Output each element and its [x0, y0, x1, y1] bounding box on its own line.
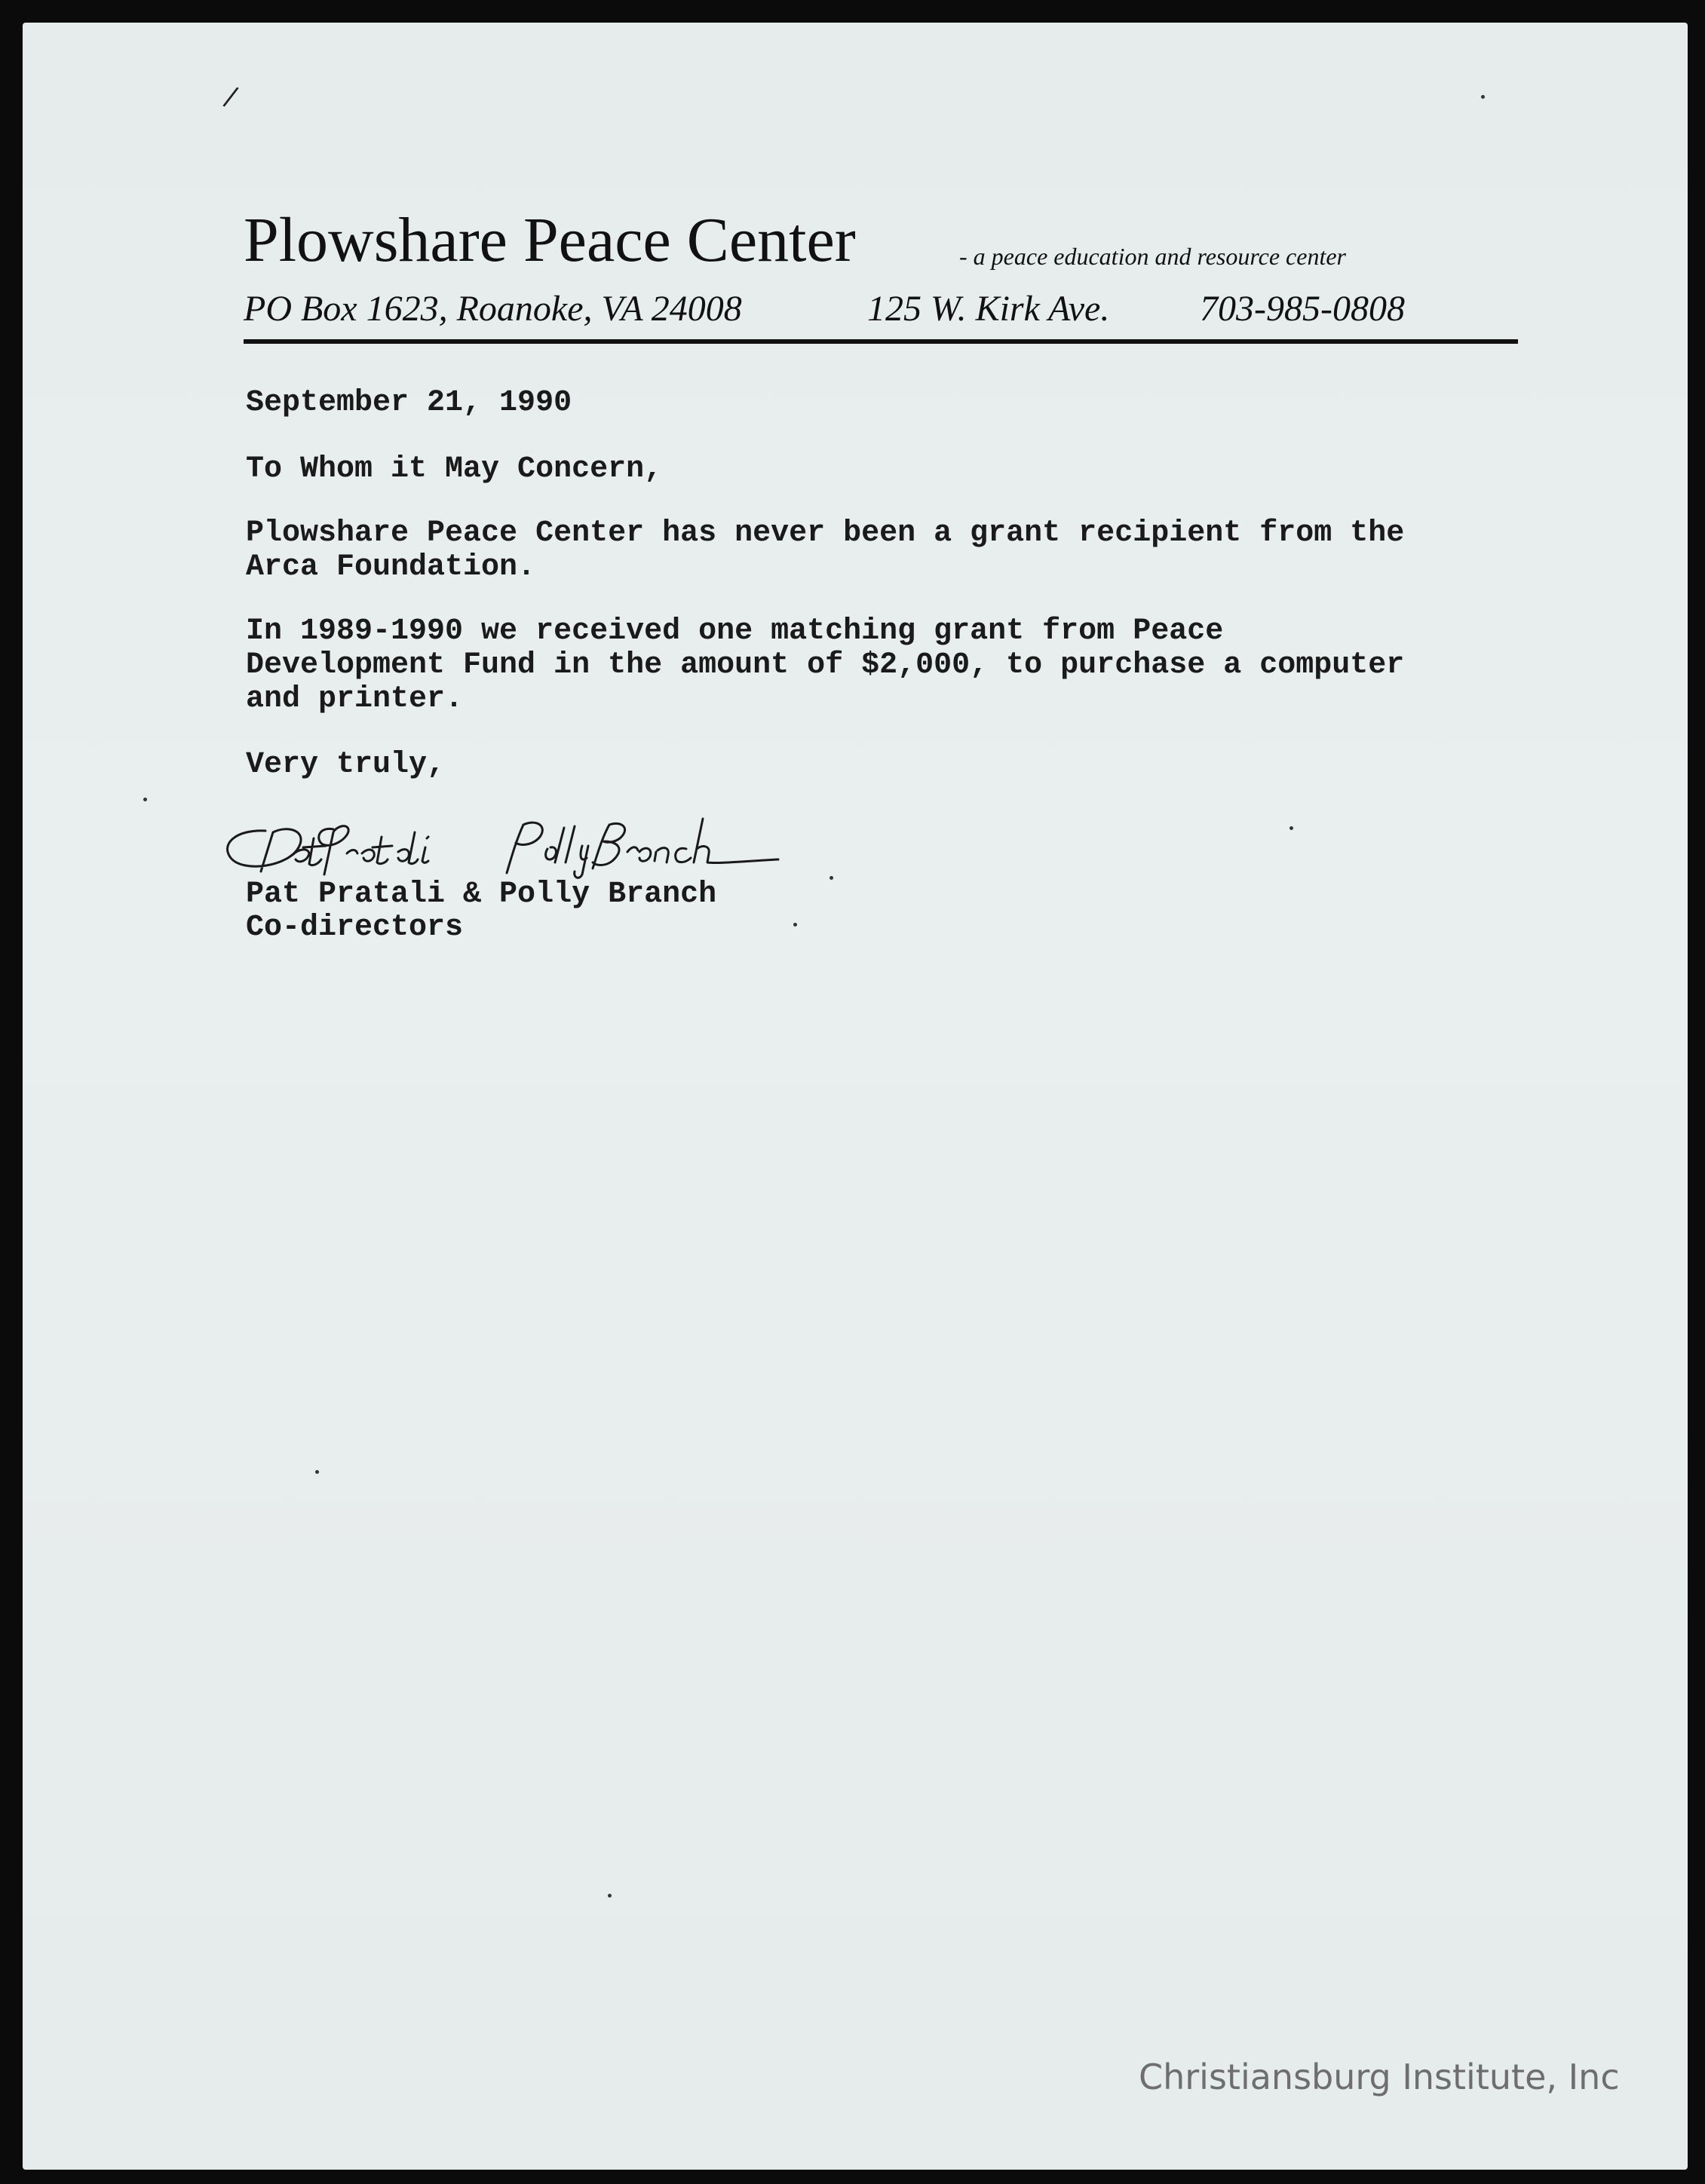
letterhead-address [244, 288, 1420, 333]
margin-pen-mark: / [221, 81, 241, 113]
handwritten-signatures [220, 799, 944, 882]
paper-speck [315, 1470, 319, 1474]
signature-polly-branch [507, 819, 778, 878]
paper-speck [143, 798, 147, 801]
signature-pat-pratali [228, 826, 428, 875]
letter-date: September 21, 1990 [246, 386, 572, 420]
letterhead-divider [244, 339, 1518, 344]
paper-speck [608, 1894, 612, 1898]
archive-credit-watermark: Christiansburg Institute, Inc [1139, 2057, 1620, 2097]
paper-speck [830, 876, 833, 880]
letterhead-organization: Plowshare Peace Center [244, 205, 856, 275]
letter-salutation: To Whom it May Concern, [246, 452, 663, 486]
letter-paper [23, 23, 1688, 2170]
letter-paragraph-1: Plowshare Peace Center has never been a grant recipient from the Arca Foundation. [246, 516, 1405, 584]
letter-signer-names: Pat Pratali & Polly Branch [246, 878, 717, 911]
letterhead-phone: 703-985-0808 [1200, 289, 1405, 329]
paper-speck [1481, 95, 1485, 99]
letterhead-po-box: PO Box 1623, Roanoke, VA 24008 [244, 289, 742, 329]
paper-speck [1289, 826, 1293, 830]
letter-paragraph-2: In 1989-1990 we received one matching grant from Peace Development Fund in the amount of $2,000, to purchase a computer and printer. [246, 614, 1405, 716]
letterhead-street: 125 W. Kirk Ave. [867, 289, 1110, 329]
letter-closing: Very truly, [246, 748, 446, 782]
letterhead-tagline: - a peace education and resource center [959, 243, 1346, 270]
paper-speck [793, 923, 797, 927]
letter-signer-title: Co-directors [246, 911, 464, 945]
